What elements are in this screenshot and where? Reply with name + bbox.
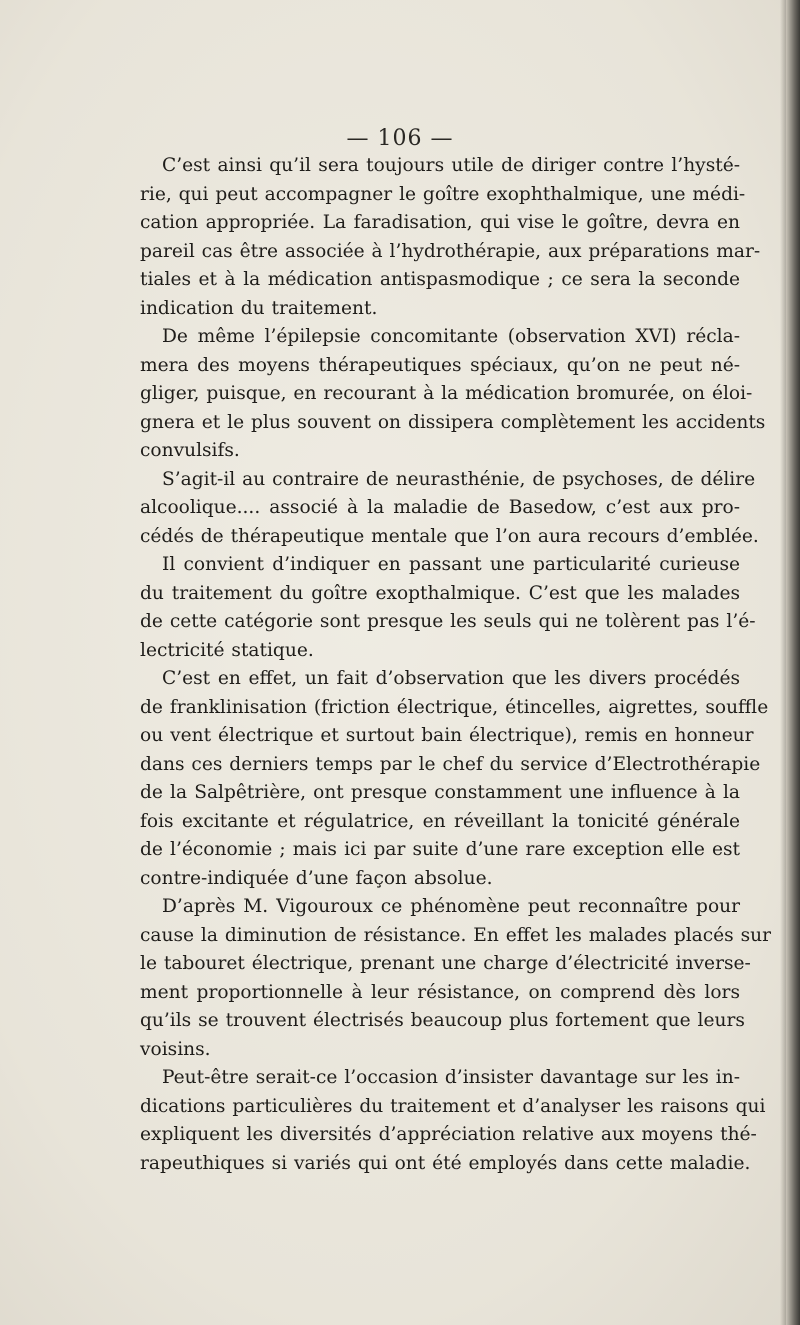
text-line: ou vent électrique et surtout bain électrique), remis en honneur [140, 725, 754, 746]
text-line: Il convient d’indiquer en passant une particularité curieuse [162, 554, 740, 575]
text-line: ment proportionnelle à leur résistance, on comprend dès lors [140, 981, 740, 1003]
text-line: tiales et à la médication antispasmodique ; ce sera la seconde [140, 269, 740, 290]
text-line: rapeuthiques si variés qui ont été employés dans cette maladie. [140, 1152, 751, 1174]
text-line: indication du traitement. [140, 297, 378, 319]
text-line: cédés de thérapeutique mentale que l’on aura recours d’emblée. [140, 525, 759, 547]
text-line: fois excitante et régulatrice, en réveillant la tonicité générale [140, 810, 740, 832]
book-binding-edge [786, 0, 800, 1325]
text-line: de cette catégorie sont presque les seuls qui ne tolèrent pas l’é- [140, 611, 756, 632]
text-line: du traitement du goître exopthalmique. C’est que les malades [140, 582, 740, 604]
text-line: mera des moyens thérapeutiques spéciaux, qu’on ne peut né- [140, 354, 740, 376]
body-text [140, 152, 772, 1178]
text-line: de la Salpêtrière, ont presque constamment une influence à la [140, 782, 740, 803]
text-line: cause la diminution de résistance. En effet les malades placés sur [140, 924, 772, 946]
text-line: Peut-être serait-ce l’occasion d’insister davantage sur les in- [162, 1067, 740, 1088]
text-line: qu’ils se trouvent électrisés beaucoup plus fortement que leurs [140, 1010, 745, 1031]
text-line: gliger, puisque, en recourant à la médication bromurée, on éloi- [140, 383, 753, 404]
text-line: dans ces derniers temps par le chef du service d’Electrothérapie [140, 753, 761, 775]
text-line: pareil cas être associée à l’hydrothérapie, aux préparations mar- [140, 240, 761, 262]
text-line: rie, qui peut accompagner le goître exophthalmique, une médi- [140, 183, 746, 205]
text-line: lectricité statique. [140, 639, 314, 661]
text-line: convulsifs. [140, 440, 240, 461]
text-line: S’agit-il au contraire de neurasthénie, de psychoses, de délire [162, 468, 756, 490]
text-line: dications particulières du traitement et d’analyser les raisons qui [140, 1095, 766, 1117]
text-line: contre-indiquée d’une façon absolue. [140, 867, 493, 889]
text-line: De même l’épilepsie concomitante (observation XVI) récla- [162, 326, 740, 347]
text-line: C’est ainsi qu’il sera toujours utile de diriger contre l’hysté- [162, 155, 740, 176]
text-line: C’est en effet, un fait d’observation que les divers procédés [162, 668, 740, 689]
page-number: — 106 — [346, 126, 454, 151]
text-line: gnera et le plus souvent on dissipera complètement les accidents [140, 411, 766, 433]
text-line: de l’économie ; mais ici par suite d’une rare exception elle est [140, 839, 740, 860]
text-line: voisins. [140, 1038, 211, 1060]
text-line: cation appropriée. La faradisation, qui vise le goître, devra en [140, 212, 740, 233]
text-line: le tabouret électrique, prenant une charge d’électricité inverse- [140, 953, 751, 974]
text-line: D’après M. Vigouroux ce phénomène peut reconnaître pour [162, 896, 740, 917]
text-line: alcoolique.... associé à la maladie de Basedow, c’est aux pro- [140, 497, 740, 518]
text-line: de franklinisation (friction électrique, étincelles, aigrettes, souffle [140, 696, 769, 718]
text-line: expliquent les diversités d’appréciation relative aux moyens thé- [140, 1124, 757, 1145]
